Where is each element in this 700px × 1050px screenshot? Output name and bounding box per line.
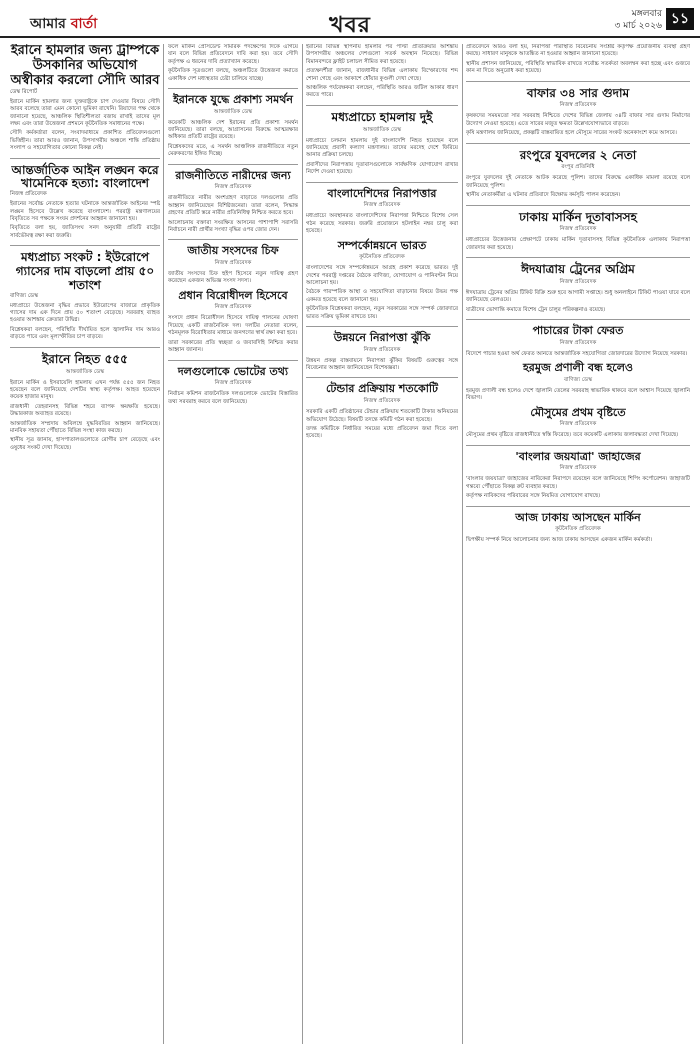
story-gas-price — [10, 251, 160, 341]
paragraph: বিশ্লেষকদের মতে, এ সমর্থন আঞ্চলিক রাজনীতিতে নতুন মেরুকরণের ইঙ্গিত দিচ্ছে। — [168, 143, 298, 158]
paragraph: ইরানে মার্কিন ও ইসরায়েলি হামলায় এখন পর্যন্ত ৫৫৫ জন নিহত হয়েছেন বলে জানিয়েছে দেশটির স্বাস্থ্য কর্তৃপক্ষ। আহত হয়েছেন কয়েক হাজার মানুষ। — [10, 379, 160, 401]
paragraph: মধ্যপ্রাচ্যের উত্তেজনার প্রেক্ষাপটে ঢাকায় মার্কিন দূতাবাসসহ বিভিন্ন কূটনৈতিক এলাকায় নিরাপত্তা জোরদার করা হয়েছে। — [466, 237, 690, 251]
byline: আন্তর্জাতিক ডেস্ক — [362, 126, 402, 133]
paragraph: রাজনীতিতে নারীর অংশগ্রহণ বাড়াতে দলগুলোর প্রতি আহ্বান জানিয়েছেন বিশিষ্টজনেরা। তারা বলেন, সিদ্ধান্ত গ্রহণের প্রতিটি স্তরে নারীর প্রতিনিধিত্ব নিশ্চিত করতে হবে। — [168, 195, 298, 217]
headline: ঈদযাত্রায় ট্রেনের অগ্রিম — [521, 262, 635, 277]
headline: উন্নয়নে নিরাপত্তা ঝুঁকি — [333, 331, 431, 345]
paragraph: কৃষকদের সময়মতো সার সরবরাহ নিশ্চিতে দেশের বিভিন্ন জেলায় ৩৪টি বাফার সার গুদাম নির্মাণের উদ্যোগ নেওয়া হয়েছে। এতে সারের মজুত ক্ষমতা উল্লেখযোগ্যভাবে বাড়বে। — [466, 113, 690, 127]
byline: আন্তর্জাতিক ডেস্ক — [213, 108, 253, 115]
story-tender — [306, 383, 458, 440]
divider — [306, 326, 458, 327]
paragraph: ইরানে মার্কিন হামলার জন্য যুক্তরাষ্ট্রকে চাপ দেওয়ার বিষয়ে সৌদি আরব বলেছে তারা এমন কোনো ভূমিকা রাখেনি। রিয়াদের পক্ষ থেকে জানানো হয়েছে, আঞ্চলিক স্থিতিশীলতা বজায় রাখাই তাদের মূল লক্ষ্য এবং তারা উত্তেজনা প্রশমনে কূটনৈতিক সমাধানের পক্ষে। — [10, 98, 160, 128]
paragraph: জাতীয় সংসদের চিফ হুইপ হিসেবে নতুন দায়িত্ব গ্রহণ করেছেন একজন অভিজ্ঞ সংসদ সদস্য। — [168, 271, 298, 285]
story-khamenei — [10, 164, 160, 241]
story-two-killed — [306, 111, 458, 177]
divider — [466, 445, 690, 446]
divider — [466, 205, 690, 206]
paragraph: আন্তর্জাতিক সম্প্রদায় অবিলম্বে যুদ্ধবিরতির আহ্বান জানিয়েছে। মানবিক সহায়তা পৌঁছাতে বিভিন্ন সংস্থা কাজ করছে। — [10, 420, 160, 434]
paragraph: স্থানীয় প্রশাসন জানিয়েছে, পরিস্থিতি স্বাভাবিক রাখতে সর্বোচ্চ সতর্কতা অবলম্বন করা হচ্ছে এবং গুজবে কান না দিতে অনুরোধ করা হয়েছে। — [466, 60, 690, 75]
story-first-rain — [466, 407, 690, 440]
paragraph: ঈদযাত্রায় ট্রেনের অগ্রিম টিকিট বিক্রি শুরু হবে আগামী সপ্তাহে। শুধু অনলাইনে টিকিট পাওয়া যাবে বলে জানিয়েছে রেলওয়ে। — [466, 290, 690, 304]
headline: মৌসুমের প্রথম বৃষ্টিতে — [530, 405, 626, 419]
paragraph: মধ্যপ্রাচ্যে অবস্থানরত বাংলাদেশিদের নিরাপত্তা নিশ্চিতে বিশেষ সেল গঠন করেছে সরকার। জরুরি প্রয়োজনে হটলাইন নম্বর চালু করা হয়েছে। — [306, 213, 458, 235]
headline: পাচারের টাকা ফেরত — [532, 324, 624, 338]
masthead — [0, 0, 700, 38]
paragraph: কূটনৈতিক সূত্রগুলো বলছে, অঞ্চলটিতে উত্তেজনা কমাতে একাধিক দেশ মধ্যস্থতার চেষ্টা চালিয়ে যাচ্ছে। — [168, 68, 298, 82]
paragraph: আঞ্চলিক পর্যবেক্ষকরা বলছেন, পরিস্থিতি আরও জটিল আকার ধারণ করতে পারে। — [306, 85, 458, 99]
divider — [466, 506, 690, 507]
story-ship — [466, 451, 690, 501]
paragraph: রাজধানী তেহরানসহ বিভিন্ন শহরে ব্যাপক ক্ষয়ক্ষতি হয়েছে। উদ্ধারকাজ অব্যাহত রয়েছে। — [10, 403, 160, 418]
divider — [306, 377, 458, 378]
headline: বাংলাদেশিদের নিরাপত্তার — [327, 186, 437, 200]
paragraph: দ্বিপক্ষীয় সম্পর্ক নিয়ে আলোচনার জন্য আজ ঢাকায় আসছেন একজন মার্কিন কর্মকর্তা। — [466, 537, 653, 544]
paragraph: কূটনৈতিক বিশ্লেষকরা বলছেন, নতুন সরকারের সঙ্গে সম্পর্ক জোরদারে ভারত সক্রিয় ভূমিকা রাখতে চায়। — [306, 306, 458, 320]
column-2 — [168, 44, 298, 1044]
headline: আন্তর্জাতিক আইন লঙ্ঘন করে খামেনিকে হত্যা: বাংলাদেশ — [11, 162, 159, 191]
byline: নিজস্ব প্রতিবেদক — [559, 102, 597, 109]
story-hormuz — [466, 362, 690, 402]
byline: আন্তর্জাতিক ডেস্ক — [65, 368, 105, 375]
divider — [466, 257, 690, 258]
story-iran-deaths — [10, 353, 160, 452]
divider — [168, 88, 298, 89]
issue-date — [572, 8, 662, 32]
byline: রংপুর প্রতিনিধি — [561, 164, 595, 171]
headline: টেন্ডার প্রক্রিয়ায় শতকোটি — [325, 382, 439, 396]
paragraph: প্রত্যক্ষদর্শীরা জানান, রাজধানীর বিভিন্ন এলাকায় বিস্ফোরণের শব্দ শোনা গেছে এবং আকাশে ধোঁয়ার কুণ্ডলী দেখা গেছে। — [306, 68, 458, 82]
paragraph: কৃষি মন্ত্রণালয় জানিয়েছে, প্রকল্পটি বাস্তবায়িত হলে মৌসুমে সারের সংকট অনেকাংশে কমে আসবে। — [466, 130, 677, 137]
story-continuation — [168, 44, 298, 83]
paragraph: স্থানীয় নেতাকর্মীরা এ ঘটনার প্রতিবাদে বিক্ষোভ কর্মসূচি পালন করেছেন। — [466, 192, 621, 199]
story-fertilizer-warehouse — [466, 87, 690, 138]
paragraph: সৌদি কর্মকর্তারা বলেন, সংবাদমাধ্যমে প্রকাশিত প্রতিবেদনগুলো ভিত্তিহীন। তারা আরও জানান, উপসাগরীয় অঞ্চলে শান্তি প্রতিষ্ঠায় সংলাপ ও সহযোগিতার কোনো বিকল্প নেই। — [10, 130, 160, 152]
paragraph: ফলে মার্কিন প্রেসিডেন্ট সামরিক পদক্ষেপের দিকে এগিয়ে যান বলে বিভিন্ন প্রতিবেদনে দাবি করা হয়। তবে সৌদি কর্তৃপক্ষ এ ধরনের দাবি প্রত্যাখ্যান করেছে। — [168, 44, 298, 65]
paragraph: মধ্যপ্রাচ্যে চলমান হামলায় দুই বাংলাদেশি নিহত হয়েছেন বলে জানিয়েছে প্রবাসী কল্যাণ মন্ত্রণালয়। তাদের মরদেহ দেশে ফিরিয়ে আনার প্রক্রিয়া চলছে। — [306, 137, 458, 159]
headline: ইরানে নিহত ৫৫৫ — [42, 351, 128, 366]
paragraph: বৈঠকে পারস্পরিক আস্থা ও সহযোগিতা বাড়ানোর বিষয়ে উভয় পক্ষ একমত হয়েছে বলে জানানো হয়। — [306, 289, 458, 303]
byline: নিজস্ব প্রতিবেদক — [214, 260, 252, 267]
paragraph: সরকারি একটি প্রতিষ্ঠানের টেন্ডার প্রক্রিয়ায় শতকোটি টাকার অনিয়মের অভিযোগ উঠেছে। বিষয়টি তদন্তে কমিটি গঠন করা হয়েছে। — [306, 409, 458, 423]
byline: কূটনৈতিক প্রতিবেদক — [555, 526, 601, 533]
divider — [10, 245, 160, 246]
byline: নিজস্ব প্রতিবেদক — [363, 202, 401, 209]
byline: বাণিজ্য ডেস্ক — [563, 376, 593, 383]
divider — [168, 239, 298, 240]
logo-main: আমার — [30, 16, 66, 32]
story-chief-whip — [168, 245, 298, 285]
paragraph: স্থানীয় সূত্র জানায়, হাসপাতালগুলোতে রোগীর চাপ বেড়েছে এবং ওষুধের সংকট দেখা দিয়েছে। — [10, 437, 160, 451]
headline: ইরানকে যুদ্ধে প্রকাশ্য সমর্থন — [173, 93, 293, 107]
byline: নিজস্ব প্রতিবেদক — [214, 184, 252, 191]
paragraph: ইরানের বিভিন্ন স্থাপনায় হামলার পর পাল্টা প্রতিক্রিয়ার আশঙ্কায় উপসাগরীয় অঞ্চলের দেশগুলো সতর্ক অবস্থান নিয়েছে। বিভিন্ন বিমানবন্দরে ফ্লাইট চলাচল সীমিত করা হয়েছে। — [306, 44, 458, 65]
paragraph: হরমুজ প্রণালী বন্ধ হলেও দেশে জ্বালানি তেলের সরবরাহ স্বাভাবিক থাকবে বলে আশ্বাস দিয়েছে জ্বালানি বিভাগ। — [466, 387, 690, 402]
paragraph: তদন্ত কমিটিকে নির্ধারিত সময়ের মধ্যে প্রতিবেদন জমা দিতে বলা হয়েছে। — [306, 425, 458, 440]
headline: হরমুজ প্রণালী বন্ধ হলেও — [523, 361, 633, 375]
headline: ঢাকায় মার্কিন দূতাবাসসহ — [519, 209, 637, 224]
column-divider — [163, 44, 164, 1044]
byline: নিজস্ব প্রতিবেদক — [214, 380, 252, 387]
headline: দলগুলোকে ভোটের তথ্য — [177, 364, 289, 378]
column-3 — [306, 44, 458, 1044]
byline: নিজস্ব প্রতিবেদক — [559, 339, 597, 346]
logo-accent: বার্তা — [65, 16, 98, 32]
headline: মধ্যপ্রাচ্যে হামলায় দুই — [331, 109, 433, 124]
story-opposition — [168, 290, 298, 355]
headline: প্রধান বিরোধীদল হিসেবে — [178, 288, 288, 302]
byline: ডেস্ক রিপোর্ট — [10, 88, 38, 95]
divider — [168, 164, 298, 165]
newspaper-logo — [30, 12, 97, 36]
paragraph: মধ্যপ্রাচ্যে উত্তেজনা বৃদ্ধির প্রভাবে ইউরোপের বাজারে প্রাকৃতিক গ্যাসের দাম এক দিনে প্রায় ৫০ শতাংশ বেড়েছে। সরবরাহ ব্যাহত হওয়ার আশঙ্কায় ক্রেতারা উদ্বিগ্ন। — [10, 302, 160, 324]
byline: নিজস্ব প্রতিবেদক — [10, 191, 47, 198]
paragraph: বাংলাদেশের সঙ্গে সম্পর্কোন্নয়নে আগ্রহ প্রকাশ করেছে ভারত। দুই দেশের পররাষ্ট্র দপ্তরের বৈঠকে বাণিজ্য, যোগাযোগ ও পানিবণ্টন নিয়ে আলোচনা হয়। — [306, 265, 458, 286]
story-continuation — [466, 44, 690, 76]
page-number: ১১ — [666, 8, 694, 30]
story-us-visit — [466, 512, 690, 545]
paragraph: কর্তৃপক্ষ নাবিকদের পরিবারের সঙ্গে নিয়মিত যোগাযোগ রাখছে। — [466, 493, 601, 500]
headline: বাফার ৩৪ সার গুদাম — [526, 85, 630, 100]
paragraph: মৌসুমের প্রথম বৃষ্টিতে রাজধানীতে স্বস্তি ফিরেছে। তবে কয়েকটি এলাকায় জলাবদ্ধতা দেখা দিয়েছে। — [466, 432, 679, 439]
column-divider — [302, 44, 303, 1044]
section-title: খবর — [329, 13, 371, 38]
headline: মধ্যপ্রাচ্য সংকট : ইউরোপে গ্যাসের দাম বাড়লো প্রায় ৫০ শতাংশ — [15, 250, 155, 292]
paragraph: আলোচনায় বক্তারা সংরক্ষিত আসনের পাশাপাশি সরাসরি নির্বাচনে নারী প্রার্থীর সংখ্যা বৃদ্ধির ওপর জোর দেন। — [168, 219, 298, 233]
byline: নিজস্ব প্রতিবেদক — [363, 346, 401, 353]
story-rangpur — [466, 149, 690, 200]
headline: রংপুরে যুবদলের ২ নেতা — [519, 147, 637, 162]
paragraph: বিদেশে পাচার হওয়া অর্থ ফেরত আনতে আন্তর্জাতিক সহযোগিতা জোরদারের উদ্যোগ নিয়েছে সরকার। — [466, 350, 688, 357]
story-vote-info — [168, 366, 298, 406]
divider — [10, 158, 160, 159]
paragraph: উন্নয়ন প্রকল্প বাস্তবায়নে নিরাপত্তা ঝুঁকির বিষয়টি গুরুত্বের সঙ্গে বিবেচনার আহ্বান জানিয়েছেন বিশেষজ্ঞরা। — [306, 357, 458, 372]
paragraph: নির্বাচন কমিশন রাজনৈতিক দলগুলোকে ভোটের বিস্তারিত তথ্য সরবরাহ করবে বলে জানিয়েছে। — [168, 391, 298, 405]
divider — [306, 105, 458, 106]
paragraph: বিবৃতিতে বলা হয়, জাতিসংঘ সনদ অনুযায়ী প্রতিটি রাষ্ট্রের সার্বভৌমত্ব রক্ষা করা জরুরি। — [10, 225, 160, 239]
byline: নিজস্ব প্রতিবেদক — [363, 398, 401, 405]
story-women-politics — [168, 170, 298, 235]
issue-date-text: ৩ মার্চ ২০২৬ — [614, 21, 662, 31]
divider — [306, 182, 458, 183]
issue-day: মঙ্গলবার — [631, 9, 662, 19]
paragraph: বিশ্লেষকরা বলছেন, পরিস্থিতি দীর্ঘায়িত হলে জ্বালানির দাম আরও বাড়তে পারে এবং মূল্যস্ফীতির চাপ বাড়বে। — [10, 326, 160, 341]
story-development-risk — [306, 332, 458, 372]
divider — [10, 347, 160, 348]
paragraph: যাত্রীদের ভোগান্তি কমাতে বিশেষ ট্রেন চালুর পরিকল্পনাও রয়েছে। — [466, 306, 606, 313]
paragraph: 'বাংলার জয়যাত্রা' জাহাজের নাবিকেরা নিরাপদে রয়েছেন বলে জানিয়েছে শিপিং কর্পোরেশন। জাহাজটি গন্তব্যে পৌঁছাতে বিকল্প রুট ব্যবহার করছে। — [466, 476, 690, 490]
byline: নিজস্ব প্রতিবেদক — [214, 304, 252, 311]
byline: নিজস্ব প্রতিবেদক — [559, 226, 597, 233]
headline: 'বাংলার জয়যাত্রা' জাহাজের — [515, 449, 641, 463]
paragraph: ইরানের সর্বোচ্চ নেতাকে হত্যার ঘটনাকে আন্তর্জাতিক আইনের স্পষ্ট লঙ্ঘন হিসেবে উল্লেখ করেছে বাংলাদেশ। পররাষ্ট্র মন্ত্রণালয়ের বিবৃতিতে সব পক্ষকে সংযম প্রদর্শনের আহ্বান জানানো হয়। — [10, 201, 160, 223]
column-divider — [462, 44, 463, 1044]
paragraph: প্রতিবেদনে আরও বলা হয়, নিরাপত্তা পরিস্থিতি বিবেচনায় সংশ্লিষ্ট কর্তৃপক্ষ প্রয়োজনীয় ব্যবস্থা গ্রহণ করছে। সাধারণ মানুষকে আতঙ্কিত না হওয়ার আহ্বান জানানো হয়েছে। — [466, 44, 690, 58]
paragraph: সংসদে প্রধান বিরোধীদল হিসেবে দায়িত্ব পালনের ঘোষণা দিয়েছে একটি রাজনৈতিক দল। দলটির নেতারা বলেন, গঠনমূলক বিরোধিতার মাধ্যমে জনগণের স্বার্থ রক্ষা করা হবে। — [168, 315, 298, 337]
headline: রাজনীতিতে নারীদের জন্য — [175, 168, 291, 182]
headline: আজ ঢাকায় আসছেন মার্কিন — [515, 510, 641, 524]
paragraph: প্রবাসীদের নিরাপত্তায় দূতাবাসগুলোকে সার্বক্ষণিক যোগাযোগ রাখার নির্দেশ দেওয়া হয়েছে। — [306, 161, 458, 176]
story-iran-support — [168, 94, 298, 159]
paragraph: রংপুরে যুবদলের দুই নেতাকে আটক করেছে পুলিশ। তাদের বিরুদ্ধে একাধিক মামলা রয়েছে বলে জানিয়েছে পুলিশ। — [466, 175, 690, 189]
byline: কূটনৈতিক প্রতিবেদক — [359, 254, 405, 261]
story-us-embassy — [466, 211, 690, 253]
story-india-relations — [306, 240, 458, 321]
headline: ইরানে হামলার জন্য ট্রাম্পকে উসকানির অভিযোগ অস্বীকার করলো সৌদি আরব — [10, 44, 160, 88]
divider — [168, 360, 298, 361]
column-4 — [466, 44, 690, 1044]
story-eid-train — [466, 263, 690, 314]
byline: নিজস্ব প্রতিবেদক — [559, 465, 597, 472]
divider — [466, 81, 690, 82]
paragraph: তারা সরকারের প্রতি স্বচ্ছতা ও জবাবদিহি নিশ্চিত করার আহ্বান জানান। — [168, 339, 298, 354]
story-saudi-denial — [10, 44, 160, 153]
story-lead-continuation — [306, 44, 458, 100]
divider — [466, 143, 690, 144]
headline: সম্পর্কোন্নয়নে ভারত — [337, 238, 427, 252]
column-1 — [10, 44, 160, 1044]
paragraph: কয়েকটি আঞ্চলিক দেশ ইরানের প্রতি প্রকাশ্য সমর্থন জানিয়েছে। তারা বলছে, আগ্রাসনের বিরুদ্ধে আত্মরক্ষার অধিকার প্রতিটি রাষ্ট্রের রয়েছে। — [168, 119, 298, 141]
headline: জাতীয় সংসদের চিফ — [187, 244, 279, 258]
byline: নিজস্ব প্রতিবেদক — [559, 279, 597, 286]
byline: নিজস্ব প্রতিবেদক — [559, 421, 597, 428]
divider — [466, 319, 690, 320]
byline: বাণিজ্য ডেস্ক — [10, 292, 39, 299]
story-money-laundering — [466, 325, 690, 358]
story-bangladeshi-safety — [306, 188, 458, 236]
